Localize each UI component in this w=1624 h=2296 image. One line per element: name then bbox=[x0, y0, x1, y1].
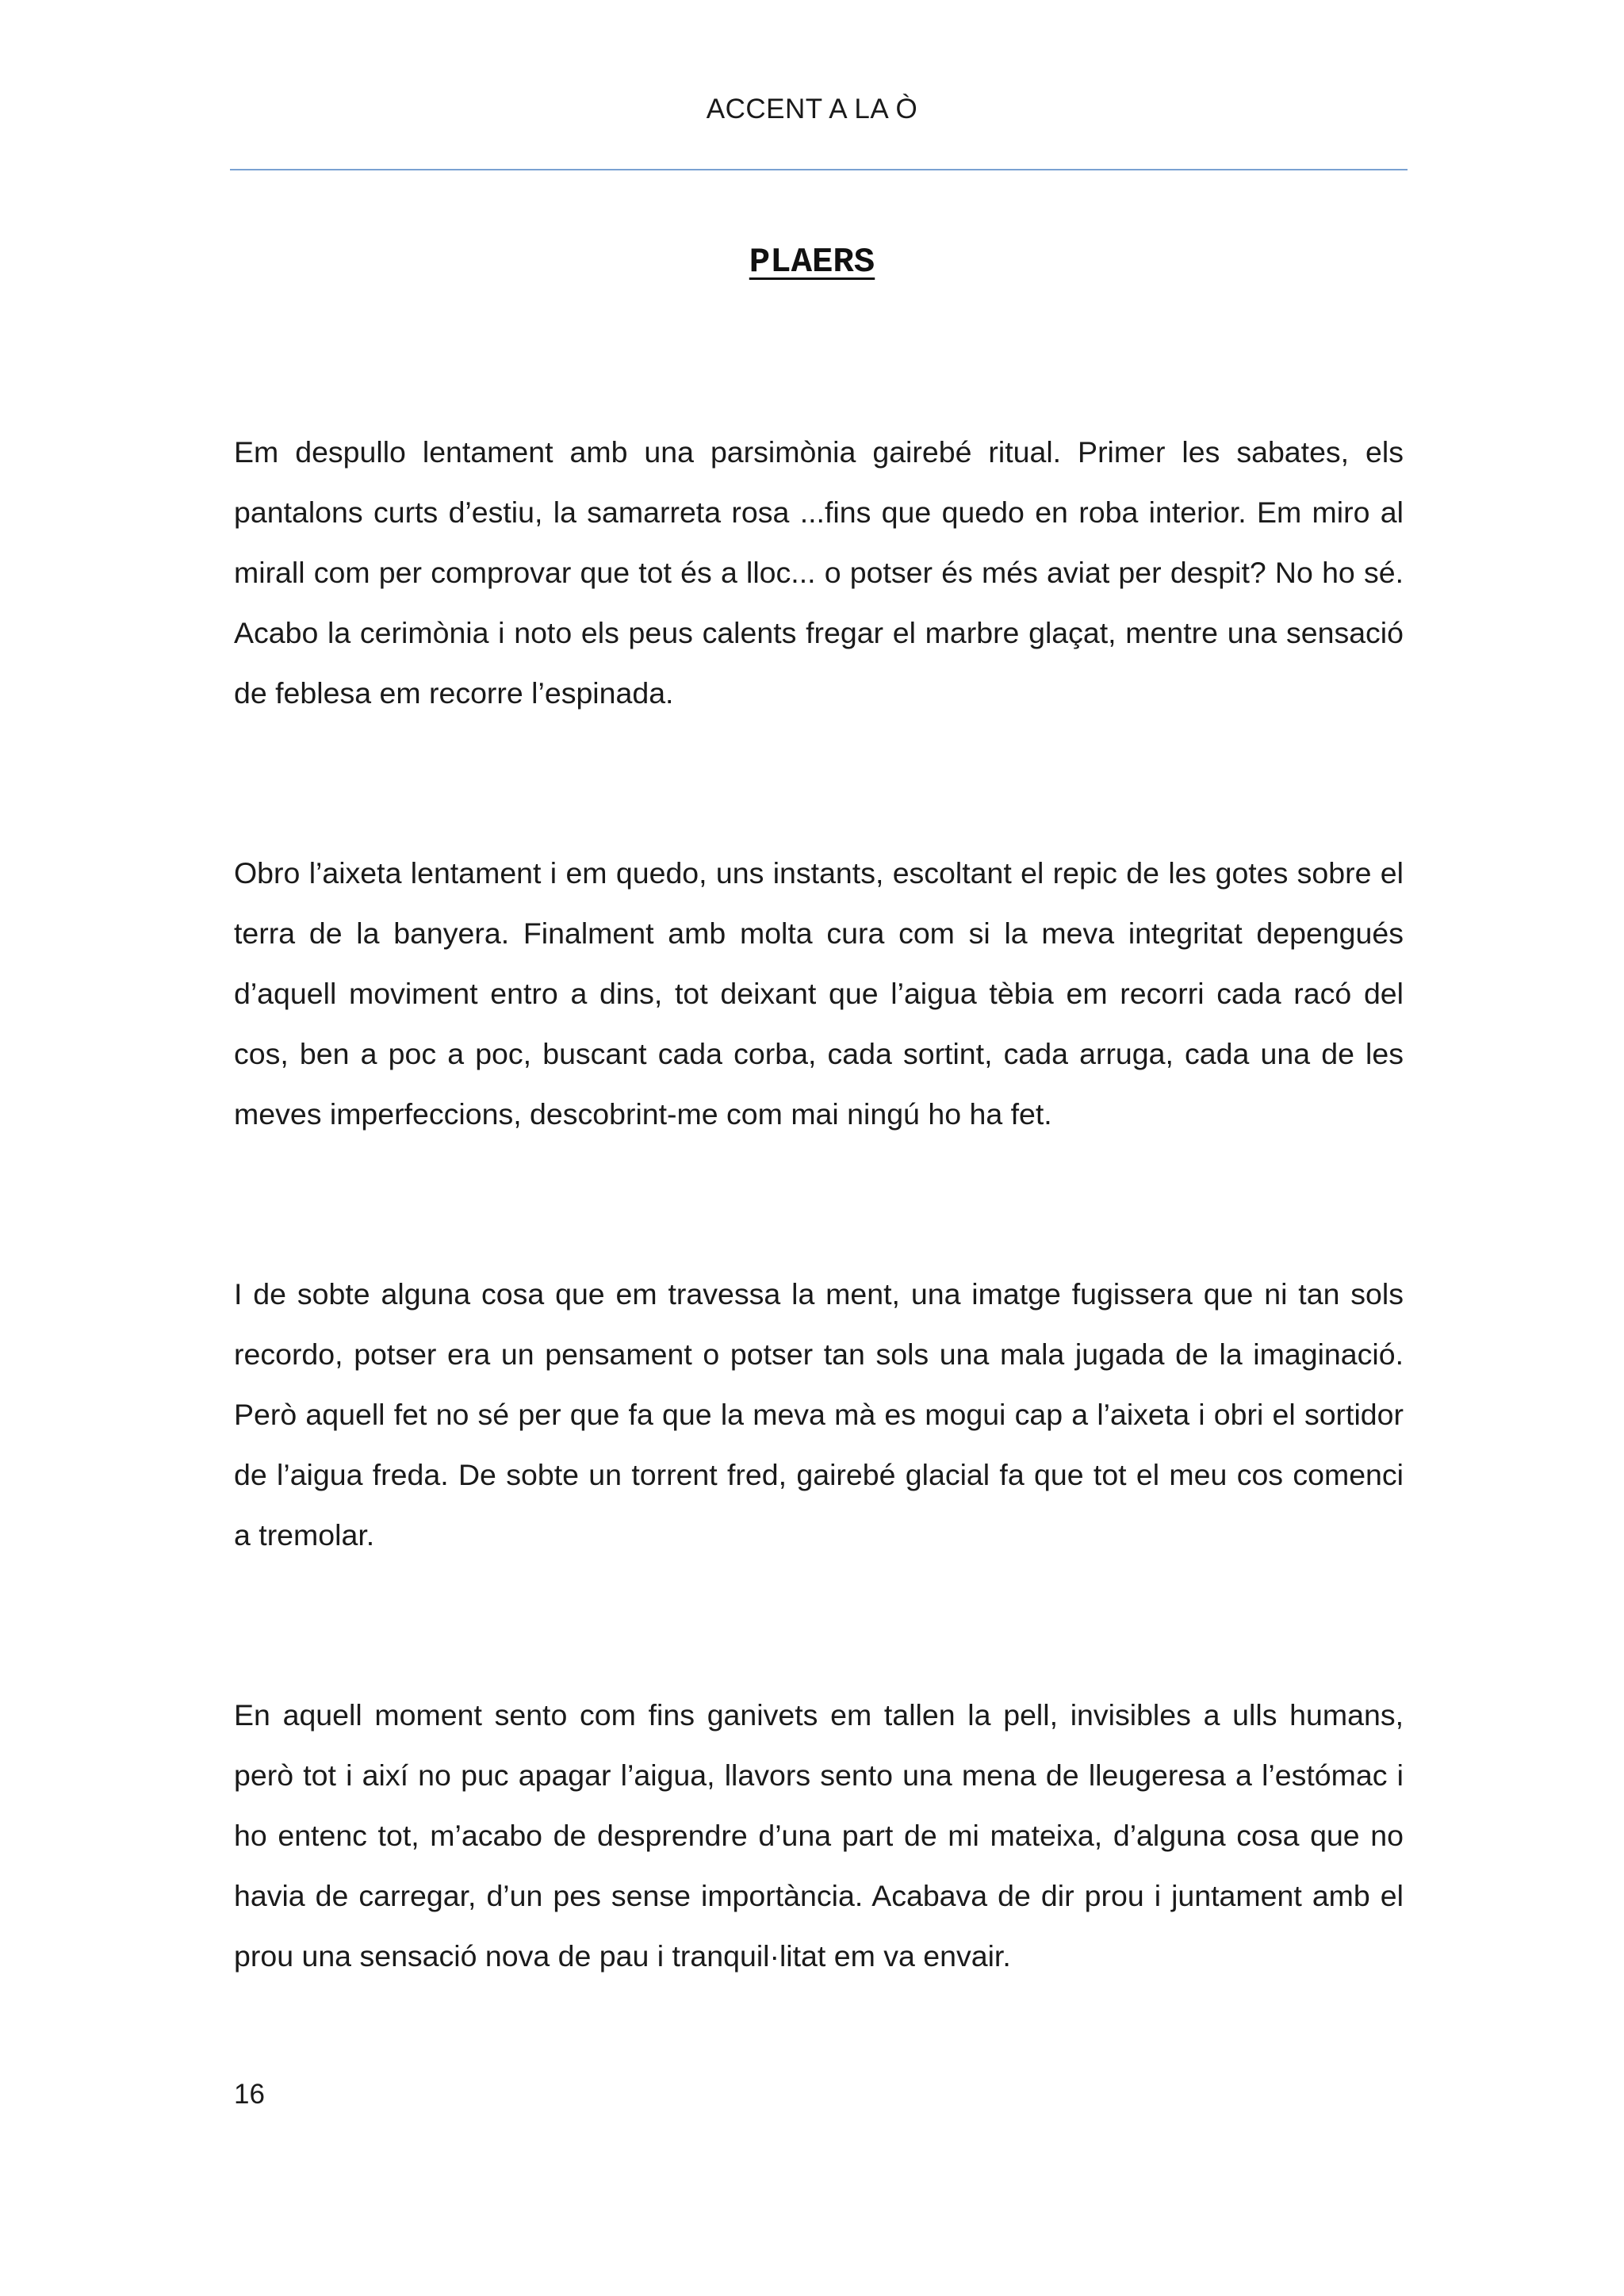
paragraph-1: Em despullo lentament amb una parsimònia gairebé ritual. Primer les sabates, els pantalons curts d’estiu, la samarreta rosa ...fins que quedo en roba interior. Em miro al mirall com per comprovar que tot és a lloc... o potser és més aviat per despit? No ho sé. Acabo la cerimònia i noto els peus calents fregar el marbre glaçat, mentre una sensació de feblesa em recorre l’espinada. bbox=[234, 435, 1404, 710]
chapter-title-text: PLAERS bbox=[749, 243, 875, 282]
page-number: 16 bbox=[234, 2079, 265, 2110]
paragraph-2: Obro l’aixeta lentament i em quedo, uns instants, escoltant el repic de les gotes sobre el terra de la banyera. Finalment amb molta cura com si la meva integritat depengués d’aquell moviment entro a dins, tot deixant que l’aigua tèbia em recorri cada racó del cos, ben a poc a poc, buscant cada corba, cada sortint, cada arruga, cada una de les meves imperfeccions, descobrint-me com mai ningú ho ha fet. bbox=[234, 856, 1404, 1131]
header-divider bbox=[230, 169, 1408, 170]
body-text bbox=[234, 422, 1404, 2106]
paragraph-4: En aquell moment sento com fins ganivets em tallen la pell, invisibles a ulls humans, però tot i així no puc apagar l’aigua, llavors sento una mena de lleugeresa a l’estómac i ho entenc tot, m’acabo de desprendre d’una part de mi mateixa, d’alguna cosa que no havia de carregar, d’un pes sense importància. Acabava de dir prou i juntament amb el prou una sensació nova de pau i tranquil·litat em va envair. bbox=[234, 1698, 1404, 1973]
running-header: ACCENT A LA Ò bbox=[706, 94, 918, 124]
paragraph-3: I de sobte alguna cosa que em travessa la ment, una imatge fugissera que ni tan sols recordo, potser era un pensament o potser tan sols una mala jugada de la imaginació. Però aquell fet no sé per que fa que la meva mà es mogui cap a l’aixeta i obri el sortidor de l’aigua freda. De sobte un torrent fred, gairebé glacial fa que tot el meu cos comenci a tremolar. bbox=[234, 1277, 1404, 1552]
chapter-title bbox=[0, 243, 1624, 282]
